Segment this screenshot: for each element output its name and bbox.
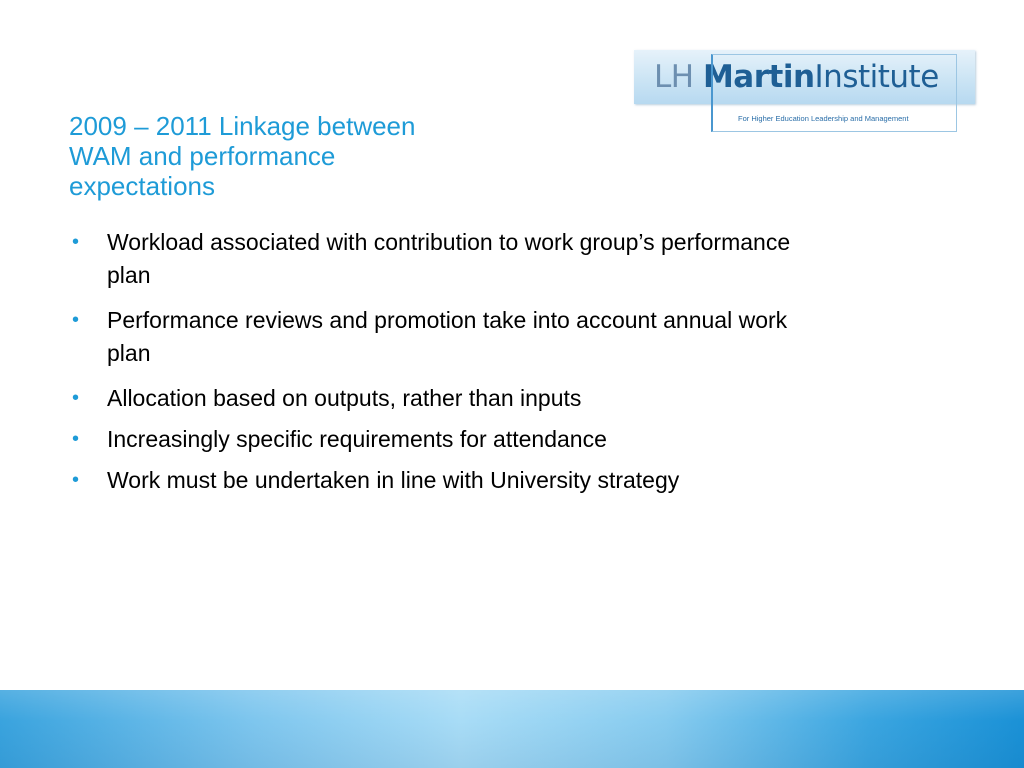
title-line-2: WAM and performance [69,141,336,171]
footer-gradient-band [0,690,1024,768]
bullet-item [69,464,969,497]
bullet-item [69,226,969,292]
bullet-text: Allocation based on outputs, rather than inputs [107,385,582,411]
slide-title [69,111,529,201]
bullet-list [69,226,969,505]
title-line-3: expectations [69,171,215,201]
bullet-text-line-2: plan [107,340,151,366]
title-line-1: 2009 – 2011 Linkage between [69,111,416,141]
bullet-item [69,304,969,370]
bullet-text-line-1: Performance reviews and promotion take into account annual work [107,307,788,333]
bullet-text: Work must be undertaken in line with University strategy [107,467,680,493]
bullet-icon: • [72,469,80,491]
bullet-icon: • [72,231,80,253]
bullet-item [69,382,969,415]
logo-institute-text: Institute [814,59,939,95]
logo-tagline: For Higher Education Leadership and Management [738,114,909,123]
bullet-icon: • [72,309,80,331]
logo-martin-text: Martin [702,59,815,95]
bullet-icon: • [72,387,80,409]
bullet-text-line-1: Workload associated with contribution to work group’s performance [107,229,791,255]
bullet-text: Increasingly specific requirements for attendance [107,426,607,452]
bullet-text-line-2: plan [107,262,151,288]
bullet-icon: • [72,428,80,450]
bullet-item [69,423,969,456]
lh-martin-institute-logo [634,50,976,134]
logo-lh-text: LH [654,59,694,95]
